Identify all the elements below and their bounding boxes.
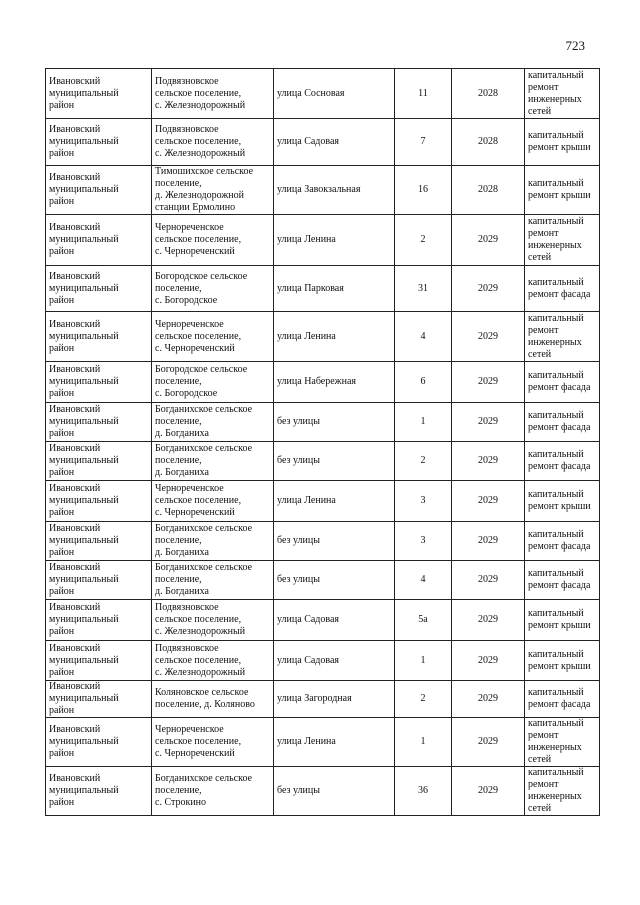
cell-year: 2029	[452, 403, 525, 442]
cell-district: Ивановский муниципальный район	[46, 362, 152, 403]
cell-year: 2029	[452, 681, 525, 718]
cell-settlement: Чернореченское сельское поселение, с. Чернореченский	[152, 718, 274, 767]
cell-house-number: 1	[395, 403, 452, 442]
cell-street: улица Садовая	[274, 641, 395, 681]
cell-settlement: Богданихское сельское поселение, д. Богданиха	[152, 403, 274, 442]
cell-street: без улицы	[274, 403, 395, 442]
cell-street: улица Сосновая	[274, 69, 395, 119]
cell-year: 2029	[452, 767, 525, 816]
cell-street: без улицы	[274, 442, 395, 481]
cell-house-number: 2	[395, 442, 452, 481]
cell-district: Ивановский муниципальный район	[46, 119, 152, 166]
cell-work-type: капитальный ремонт инженерных сетей	[525, 312, 600, 362]
cell-settlement: Богданихское сельское поселение, д. Богданиха	[152, 442, 274, 481]
cell-district: Ивановский муниципальный район	[46, 561, 152, 600]
cell-district: Ивановский муниципальный район	[46, 266, 152, 312]
cell-house-number: 6	[395, 362, 452, 403]
cell-street: улица Садовая	[274, 600, 395, 641]
cell-year: 2029	[452, 522, 525, 561]
cell-house-number: 11	[395, 69, 452, 119]
cell-street: улица Ленина	[274, 312, 395, 362]
table-row	[46, 641, 600, 681]
cell-settlement: Чернореченское сельское поселение, с. Чернореченский	[152, 312, 274, 362]
cell-street: без улицы	[274, 522, 395, 561]
cell-year: 2029	[452, 312, 525, 362]
page-number: 723	[565, 38, 585, 53]
table-row	[46, 561, 600, 600]
cell-street: улица Садовая	[274, 119, 395, 166]
cell-work-type: капитальный ремонт фасада	[525, 522, 600, 561]
cell-settlement: Чернореченское сельское поселение, с. Чернореченский	[152, 481, 274, 522]
cell-district: Ивановский муниципальный район	[46, 600, 152, 641]
cell-year: 2029	[452, 561, 525, 600]
cell-district: Ивановский муниципальный район	[46, 442, 152, 481]
cell-year: 2029	[452, 718, 525, 767]
cell-district: Ивановский муниципальный район	[46, 403, 152, 442]
cell-district: Ивановский муниципальный район	[46, 69, 152, 119]
table-row	[46, 767, 600, 816]
cell-year: 2028	[452, 69, 525, 119]
cell-district: Ивановский муниципальный район	[46, 312, 152, 362]
cell-house-number: 1	[395, 718, 452, 767]
cell-house-number: 31	[395, 266, 452, 312]
cell-district: Ивановский муниципальный район	[46, 215, 152, 266]
cell-street: без улицы	[274, 767, 395, 816]
cell-street: улица Ленина	[274, 718, 395, 767]
table-row	[46, 119, 600, 166]
table-row	[46, 600, 600, 641]
cell-settlement: Тимошихское сельское поселение, д. Железнодорожной станции Ермолино	[152, 166, 274, 215]
cell-district: Ивановский муниципальный район	[46, 522, 152, 561]
repair-schedule-table	[45, 68, 600, 816]
cell-settlement: Подвязновское сельское поселение, с. Железнодорожный	[152, 600, 274, 641]
cell-district: Ивановский муниципальный район	[46, 718, 152, 767]
cell-street: улица Набережная	[274, 362, 395, 403]
cell-year: 2028	[452, 119, 525, 166]
cell-year: 2029	[452, 266, 525, 312]
cell-settlement: Богданихское сельское поселение, с. Строкино	[152, 767, 274, 816]
cell-work-type: капитальный ремонт фасада	[525, 362, 600, 403]
cell-year: 2029	[452, 641, 525, 681]
cell-year: 2028	[452, 166, 525, 215]
cell-house-number: 5а	[395, 600, 452, 641]
cell-street: улица Завокзальная	[274, 166, 395, 215]
table-row	[46, 718, 600, 767]
cell-work-type: капитальный ремонт крыши	[525, 600, 600, 641]
cell-work-type: капитальный ремонт фасада	[525, 266, 600, 312]
cell-settlement: Богданихское сельское поселение, д. Богданиха	[152, 522, 274, 561]
cell-work-type: капитальный ремонт крыши	[525, 481, 600, 522]
cell-district: Ивановский муниципальный район	[46, 166, 152, 215]
table-row	[46, 312, 600, 362]
cell-house-number: 7	[395, 119, 452, 166]
cell-work-type: капитальный ремонт инженерных сетей	[525, 718, 600, 767]
table-row	[46, 266, 600, 312]
cell-street: улица Парковая	[274, 266, 395, 312]
cell-street: улица Ленина	[274, 481, 395, 522]
cell-district: Ивановский муниципальный район	[46, 767, 152, 816]
table-row	[46, 215, 600, 266]
cell-work-type: капитальный ремонт фасада	[525, 442, 600, 481]
cell-house-number: 36	[395, 767, 452, 816]
cell-street: улица Ленина	[274, 215, 395, 266]
table-row	[46, 522, 600, 561]
cell-settlement: Коляновское сельское поселение, д. Коляново	[152, 681, 274, 718]
cell-district: Ивановский муниципальный район	[46, 481, 152, 522]
cell-work-type: капитальный ремонт инженерных сетей	[525, 215, 600, 266]
cell-house-number: 3	[395, 522, 452, 561]
cell-settlement: Подвязновское сельское поселение, с. Железнодорожный	[152, 641, 274, 681]
cell-work-type: капитальный ремонт инженерных сетей	[525, 767, 600, 816]
table-row	[46, 362, 600, 403]
cell-settlement: Подвязновское сельское поселение, с. Железнодорожный	[152, 69, 274, 119]
cell-year: 2029	[452, 442, 525, 481]
cell-street: без улицы	[274, 561, 395, 600]
cell-work-type: капитальный ремонт фасада	[525, 403, 600, 442]
table-row	[46, 442, 600, 481]
table-body	[46, 69, 600, 816]
cell-house-number: 2	[395, 215, 452, 266]
cell-work-type: капитальный ремонт инженерных сетей	[525, 69, 600, 119]
cell-settlement: Богданихское сельское поселение, д. Богданиха	[152, 561, 274, 600]
cell-work-type: капитальный ремонт крыши	[525, 641, 600, 681]
cell-house-number: 4	[395, 312, 452, 362]
cell-year: 2029	[452, 481, 525, 522]
cell-work-type: капитальный ремонт крыши	[525, 166, 600, 215]
cell-house-number: 16	[395, 166, 452, 215]
cell-settlement: Подвязновское сельское поселение, с. Железнодорожный	[152, 119, 274, 166]
cell-settlement: Богородское сельское поселение, с. Богородское	[152, 362, 274, 403]
cell-district: Ивановский муниципальный район	[46, 681, 152, 718]
cell-work-type: капитальный ремонт фасада	[525, 681, 600, 718]
cell-settlement: Чернореченское сельское поселение, с. Чернореченский	[152, 215, 274, 266]
table-row	[46, 481, 600, 522]
cell-street: улица Загородная	[274, 681, 395, 718]
cell-settlement: Богородское сельское поселение, с. Богородское	[152, 266, 274, 312]
cell-house-number: 3	[395, 481, 452, 522]
cell-house-number: 2	[395, 681, 452, 718]
table-row	[46, 69, 600, 119]
cell-house-number: 1	[395, 641, 452, 681]
cell-year: 2029	[452, 600, 525, 641]
cell-district: Ивановский муниципальный район	[46, 641, 152, 681]
table-row	[46, 166, 600, 215]
cell-house-number: 4	[395, 561, 452, 600]
cell-work-type: капитальный ремонт фасада	[525, 561, 600, 600]
cell-work-type: капитальный ремонт крыши	[525, 119, 600, 166]
cell-year: 2029	[452, 215, 525, 266]
table-row	[46, 681, 600, 718]
table-row	[46, 403, 600, 442]
cell-year: 2029	[452, 362, 525, 403]
